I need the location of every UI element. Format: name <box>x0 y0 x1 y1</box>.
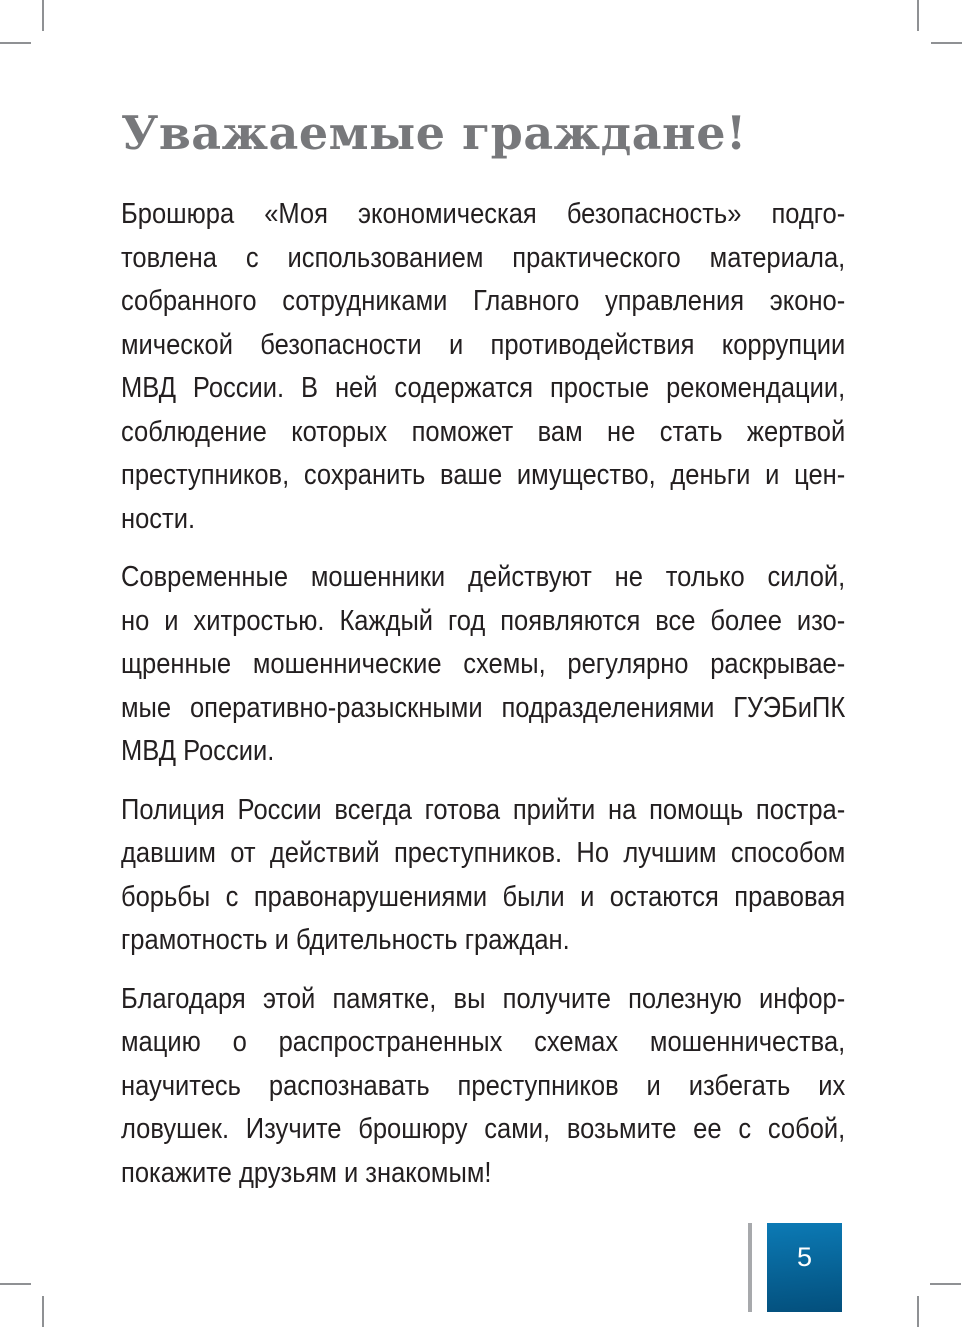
paragraph <box>121 193 845 541</box>
crop-mark-top-right-horizontal <box>931 42 962 44</box>
page-title: Уважаемые граждане! <box>121 106 747 160</box>
crop-mark-bottom-right-horizontal <box>930 1283 961 1285</box>
text-line: товлена с использованием практического материала, <box>121 241 846 274</box>
text-line: но и хитростью. Каждый год появляются все более изо- <box>121 604 846 637</box>
paragraph <box>121 978 845 1196</box>
page-number: 5 <box>796 1242 813 1272</box>
text-line: преступников, сохранить ваше имущество, деньги и цен- <box>121 459 846 491</box>
text-line: мацию о распространенных схемах мошенничества, <box>121 1026 846 1058</box>
text-line: Благодаря этой памятке, вы получите полезную инфор- <box>121 982 846 1015</box>
text-line: покажите друзьям и знакомым! <box>121 1156 492 1189</box>
body-paragraphs <box>121 193 845 1195</box>
text-line: Современные мошенники действуют не только силой, <box>121 561 846 593</box>
text-line: ности. <box>121 502 196 535</box>
text-line: щренные мошеннические схемы, регулярно раскрывае- <box>121 648 846 680</box>
crop-mark-bottom-left-vertical <box>42 1296 44 1327</box>
crop-mark-bottom-right-vertical <box>917 1296 919 1327</box>
text-line: Брошюра «Моя экономическая безопасность» подго- <box>121 198 846 230</box>
text-line: мической безопасности и противодействия коррупции <box>121 328 846 361</box>
paragraph <box>121 556 845 774</box>
crop-mark-top-right-vertical <box>917 0 919 31</box>
footer-rule <box>748 1223 752 1312</box>
page-number-badge <box>767 1223 842 1312</box>
text-line: ловушек. Изучите брошюру сами, возьмите ее с собой, <box>121 1113 846 1145</box>
text-line: собранного сотрудниками Главного управления эконо- <box>121 285 846 317</box>
text-line: МВД России. В ней содержатся простые рекомендации, <box>121 372 846 404</box>
text-line: соблюдение которых поможет вам не стать жертвой <box>121 415 846 448</box>
text-line: научитесь распознавать преступников и избегать их <box>121 1069 846 1102</box>
text-line: МВД России. <box>121 735 275 767</box>
crop-mark-bottom-left-horizontal <box>0 1283 31 1285</box>
paragraph <box>121 789 845 963</box>
text-line: давшим от действий преступников. Но лучшим способом <box>121 837 846 869</box>
crop-mark-top-left-vertical <box>42 0 44 31</box>
text-line: борьбы с правонарушениями были и остаются правовая <box>121 880 846 913</box>
text-line: грамотность и бдительность граждан. <box>121 924 570 956</box>
text-column <box>121 104 845 1210</box>
text-line: Полиция России всегда готова прийти на помощь постра- <box>121 793 846 826</box>
text-line: мые оперативно-разыскными подразделениями ГУЭБиПК <box>121 691 846 724</box>
crop-mark-top-left-horizontal <box>0 42 31 44</box>
